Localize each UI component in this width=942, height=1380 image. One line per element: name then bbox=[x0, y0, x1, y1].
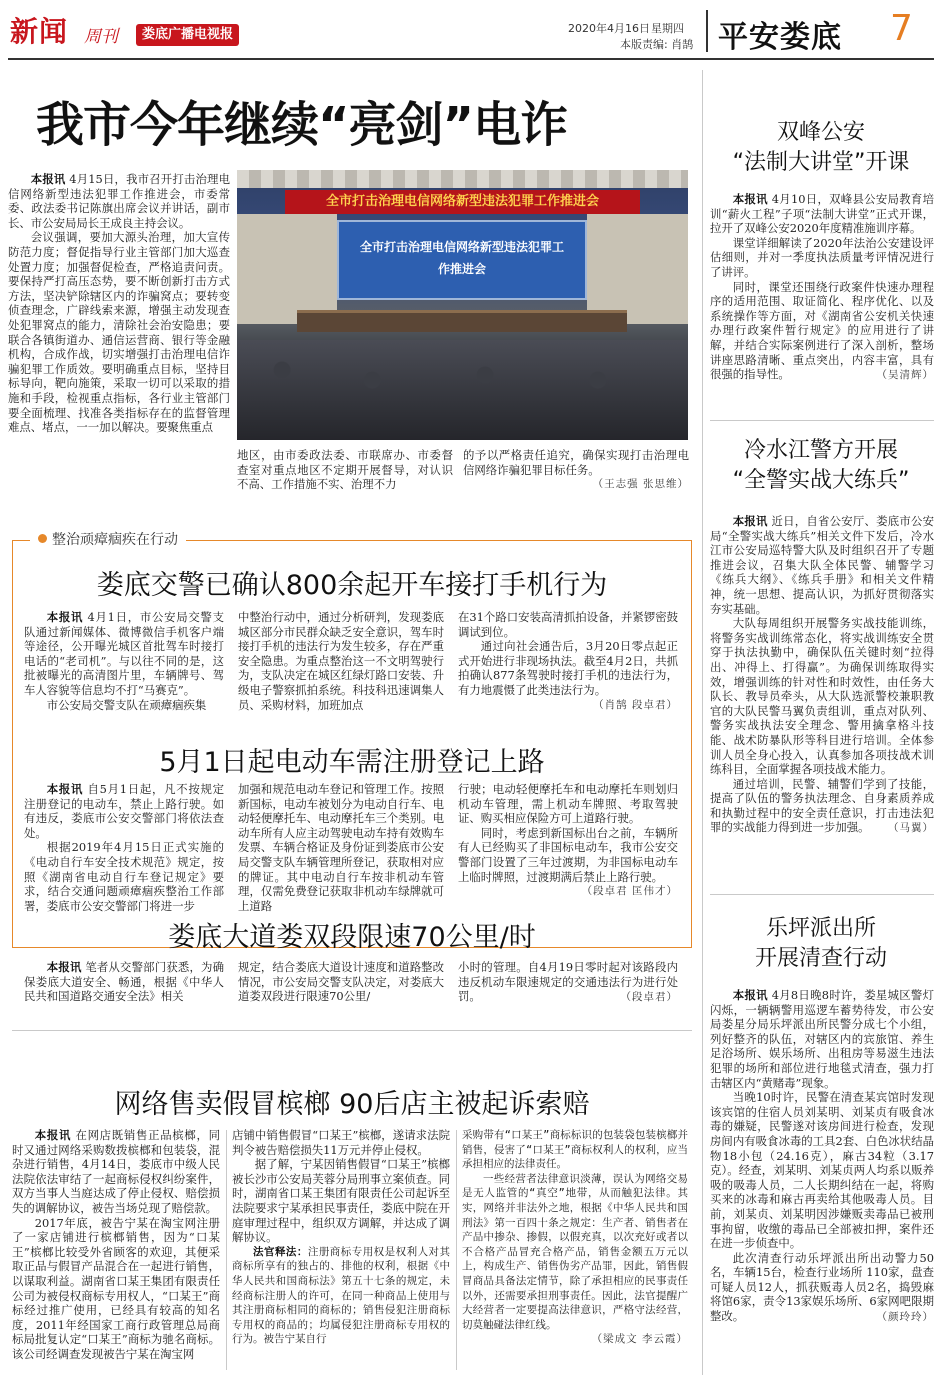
masthead-date: 2020年4月16日 bbox=[568, 22, 650, 35]
side-rule-1 bbox=[710, 420, 934, 421]
art4-law-label: 法官释法： bbox=[253, 1245, 308, 1258]
art4-law-para bbox=[232, 1245, 450, 1347]
photo-audience bbox=[237, 340, 688, 440]
side2-para-1: 本报讯 近日，自省公安厅、娄底市公安局“全警实战大练兵”相关文件下发后，冷水江市公安局巡特警大队及时组织召开了专题推进会议，召集大队全体民警、辅警学习《练兵大纲》、《练兵手册》和相关文件精神，统一思想、提高认识，为抓好贯彻落实夯实基础。 bbox=[710, 514, 934, 616]
masthead bbox=[0, 0, 942, 64]
side1-para-1: 本报讯 4月10日，双峰县公安局教育培训“薪火工程”子项“法制大讲堂”正式开课，拉开了双峰公安2020年度精准施训序幕。 bbox=[710, 192, 934, 236]
photo-screen-text: 全市打击治理电信网络新型违法犯罪工作推进会 bbox=[359, 240, 564, 276]
side2-headline-1: 冷水江警方开展 bbox=[743, 438, 898, 463]
feature-label bbox=[30, 530, 186, 550]
side1-byline: （吴清辉） bbox=[876, 368, 934, 381]
photo-wall-right bbox=[587, 214, 688, 324]
photo-banner: 全市打击治理电信网络新型违法犯罪工作推进会 bbox=[285, 190, 640, 214]
masthead-weekday: 星期四 bbox=[651, 22, 684, 35]
side2-para-3: 通过培训，民警、辅警们学到了技能，提高了队伍的警务执法理念、自身素质养成和执勤过程中的安全责任意识，打击违法犯罪的实战能力得到进一步加强。 bbox=[710, 776, 934, 835]
divider-art4-1 bbox=[226, 1130, 227, 1370]
art1-para-3: 在31个路口安装高清抓拍设备，并紧锣密鼓调试到位。 bbox=[458, 610, 678, 639]
divider-art4-2 bbox=[456, 1130, 457, 1370]
side1-para-2: 课堂详细解读了2020年法治公安建设评估细则，并对一季度执法质量考评情况进行了讲评。 bbox=[710, 235, 934, 279]
lead-para-1: 本报讯 4月15日，我市召开打击治理电信网络新型违法犯罪工作推进会，市委常委、政法委书记陈旗出席会议并讲话，副市长、市公安局局长王成良主持会议。 bbox=[8, 172, 230, 230]
lead-col3-text: 的予以严格责任追究，确保实现打击治理电信网络诈骗犯罪目标任务。 bbox=[463, 448, 689, 477]
photo-stage-table bbox=[297, 310, 627, 332]
art2-col2-text: 加强和规范电动车登记和管理工作。按照新国标，电动车被划分为电动自行车、电动轻便摩托车、电动摩托车三个类别。电动车所有人应主动驾驶电动车持有效购车发票、车辆合格证及身份证到娄底市公安局交警支队车辆管理所登记，获取相对应的牌证。其中电动自行车按非机动车管理，仅需免费登记获取非机动车绿牌就可上道路 bbox=[238, 782, 444, 913]
page-number: 7 bbox=[890, 8, 913, 49]
art4-col2 bbox=[232, 1128, 450, 1374]
dateline-label: 本报讯 bbox=[30, 172, 66, 186]
art2-para-2: 根据2019年4月15日正式实施的《电动自行车安全技术规范》规定，按照《湖南省电动自行车登记规定》要求，结合交通问题顽瘴痼疾整治工作部署，娄底市公安交警部门将进一步 bbox=[24, 840, 224, 913]
side3-headline bbox=[708, 914, 934, 974]
art4-para-1: 本报讯 在网店既销售正品槟榔，同时又通过网络采购数拨槟榔和包装袋，混杂进行销售，4月14日，娄底市中级人民法院依法审结了一起商标侵权纠纷案件，双方当事人当庭达成了停止侵权、赔偿损失的调解协议，被告当场兑现了赔偿款。 bbox=[12, 1128, 220, 1215]
art4-top-rule bbox=[12, 1030, 692, 1031]
side3-byline: （颜玲玲） bbox=[876, 1310, 934, 1323]
side1-headline bbox=[708, 118, 934, 178]
art2-para-1: 本报讯 自5月1日起，凡不按规定注册登记的电动车，禁止上路行驶。如有违反，娄底市公安交警部门将依法查处。 bbox=[24, 782, 224, 840]
art4-col1 bbox=[12, 1128, 220, 1374]
side2-para-2: 大队每周组织开展警务实战技能训练，将警务实战训练常态化，将实战训练安全贯穿于执法执勤中，确保队伍关键时刻“拉得出、冲得上、打得赢”。为确保训练取得实效，增强训练的针对性和时效性，由任务大队长、教导员牵头，从大队选派警校兼职教官的大队民警马翼负责组训，重点对队列、警务实战执法安全理念、警用擒拿格斗技能、战术防暴队形等科目进行培训。全体参训人员全身心投入，认真参加各项技战术训练科目，全面掌握各项技战术能力。 bbox=[710, 616, 934, 777]
photo-screen bbox=[337, 220, 587, 300]
masthead-divider bbox=[706, 10, 708, 52]
art4-byline: （梁成文 李云霞） bbox=[591, 1333, 688, 1346]
art2-col1 bbox=[24, 782, 224, 924]
side-rule-2 bbox=[710, 894, 934, 895]
art2-para-3: 行驶；电动轻便摩托车和电动摩托车则划归机动车管理，需上机动车牌照、考取驾驶证、购买相应保险方可上道路行驶。 bbox=[458, 782, 678, 826]
lead-col3 bbox=[463, 448, 689, 500]
side1-headline-1: 双峰公安 bbox=[776, 120, 865, 145]
photo-ceiling bbox=[237, 170, 688, 188]
masthead-logo-sub: 周刊 bbox=[84, 27, 118, 47]
art1-col2-text: 中整治行动中，通过分析研判，发现娄底城区部分市民群众缺乏安全意识，驾车时接打手机的违法行为发生较多，存在严重安全隐患。为重点整治这一不文明驾驶行为，支队决定在城区红绿灯路口安装、升级电子警察抓拍系统。科技科迅速调集人员、采购材料，加班加点 bbox=[238, 610, 444, 712]
art2-col3 bbox=[458, 782, 678, 924]
art1-para-2: 市公安局交警支队在顽瘴痼疾集 bbox=[46, 697, 207, 712]
dateline-label: 本报讯 bbox=[732, 192, 768, 206]
lead-headline: 我市今年继续“亮剑”电诈 bbox=[36, 97, 568, 153]
art4-law-text: 注册商标专用权是权利人对其商标所享有的独占的、排他的权利，根据《中华人民共和国商标法》第五十七条的规定，未经商标注册人的许可，在同一种商品上使用与其注册商标相同的商标的；销售侵犯注册商标专用权的商品的；均属侵犯注册商标专用权的行为。被告宁某自行 bbox=[232, 1245, 450, 1346]
side3-headline-2: 开展清查行动 bbox=[754, 946, 887, 971]
photo-wall-left bbox=[237, 214, 337, 324]
side1-headline-2: “法制大讲堂”开课 bbox=[732, 150, 910, 175]
dateline-label: 本报讯 bbox=[46, 960, 82, 974]
lead-col2-text: 地区，由市委政法委、市联席办、市委督查室对重点地区不定期开展督导，对认识不高、工作措施不实、治理不力 bbox=[237, 448, 453, 492]
art2-byline: （段卓君 匡伟才） bbox=[581, 885, 678, 898]
dateline-label: 本报讯 bbox=[732, 988, 768, 1002]
art1-headline: 娄底交警已确认800余起开车接打手机行为 bbox=[96, 570, 608, 601]
art1-para-1: 本报讯 4月1日，市公安局交警支队通过新闻媒体、微博微信手机客户端等途径，公开曝光城区首批驾车时接打电话的“老司机”。与以往不同的是，这批被曝光的高清图片里，车辆牌号、驾车人容貌等信息均不打“马赛克”。 bbox=[24, 610, 224, 697]
art4-para-6: 一些经营者法律意识淡薄，误认为网络交易是无人监管的“真空”地带，从而触犯法律。其实，网络并非法外之地，根据《中华人民共和国刑法》第一百四十条之规定：生产者、销售者在产品中掺杂、掺假，以假充真，以次充好或者以不合格产品冒充合格产品，销售金额五万元以上，构成生产、销售伪劣产品罪，因此，销售假冒商品具备法定情节，除了承担相应的民事责任以外，还需要承担刑事责任。因此，法官提醒广大经营者一定要提高法律意识，严格守法经营，切莫触碰法律红线。 bbox=[462, 1172, 688, 1331]
art1-col1 bbox=[24, 610, 224, 744]
masthead-channel-badge: 娄底广播电视报 bbox=[136, 24, 239, 46]
art3-col3 bbox=[458, 960, 678, 1008]
feature-dot-icon bbox=[38, 534, 47, 543]
art3-byline: （段卓君） bbox=[620, 990, 678, 1003]
side2-body bbox=[710, 514, 934, 884]
side2-headline bbox=[708, 436, 934, 496]
art4-para-3: 店铺中销售假冒“口某王”槟榔，遂请求法院判令被告赔偿损失11万元并停止侵权。 bbox=[232, 1128, 450, 1157]
masthead-logo: 新闻 bbox=[10, 15, 69, 48]
lead-byline: （王志强 张思维） bbox=[592, 478, 689, 491]
art3-headline: 娄底大道娄双段限速70公里/时 bbox=[168, 922, 536, 953]
masthead-rule bbox=[8, 58, 934, 60]
lead-photo bbox=[237, 170, 688, 440]
dateline-label: 本报讯 bbox=[46, 610, 84, 624]
art2-col2 bbox=[238, 782, 444, 924]
side2-headline-2: “全警实战大练兵” bbox=[732, 468, 910, 493]
art1-byline: （肖鹄 段卓君） bbox=[593, 698, 678, 711]
art2-para-4: 同时，考虑到新国标出台之前，车辆所有人已经购买了非国标电动车，我市公安交警部门设置了三年过渡期，为非国标电动车上临时牌照，过渡期满后禁止上路行驶。 bbox=[458, 825, 678, 884]
art4-para-2: 2017年底，被告宁某在淘宝网注册了一家店铺进行槟榔销售，因为“口某王”槟榔比较受外省顾客的欢迎，其便采取正品与假冒产品混合在一起进行销售，以谋取利益。湖南省口某王集团有限责任公司为被侵权商标专用权人，“口某王”商标经过推广使用，已经具有较高的知名度，2011年经国家工商行政管理总局商标局批复认定“口某王”商标为驰名商标。该公司经调查发现被告宁某在淘宝网 bbox=[12, 1215, 220, 1361]
dateline-label: 本报讯 bbox=[732, 514, 768, 528]
side3-body bbox=[710, 988, 934, 1374]
art2-headline: 5月1日起电动车需注册登记上路 bbox=[159, 747, 545, 778]
art4-para-5: 采购带有“口某王”商标标识的包装袋包装槟榔并销售，侵害了“口某王”商标权利人的权利，应当承担相应的法律责任。 bbox=[462, 1129, 688, 1171]
art3-col1-text: 本报讯 笔者从交警部门获悉，为确保娄底大道安全、畅通，根据《中华人民共和国道路交通安全法》相关 bbox=[24, 960, 224, 1004]
lead-col2 bbox=[237, 448, 453, 500]
art4-para-4: 据了解，宁某因销售假冒“口某王”槟榔被长沙市公安局芙蓉分局刑事立案侦查。同时，湖南省口某王集团有限责任公司起诉至法院要求宁某承担民事责任，娄底中院在开庭审理过程中，组织双方调解，并达成了调解协议。 bbox=[232, 1157, 450, 1245]
divider-sidebar bbox=[702, 70, 703, 1375]
side1-para-3: 同时，课堂还围绕行政案件快速办理程序的适用范围、取证简化、程序优化、以及系统操作等方面，对《湖南省公安机关快速办理行政案件暂行规定》的应用进行了讲解，并结合实际案例进行了深入剖析，整场讲座思路清晰、重点突出，内容丰富，具有很强的指导性。 bbox=[710, 279, 934, 382]
art1-col3 bbox=[458, 610, 678, 744]
side1-body bbox=[710, 192, 934, 410]
art4-col3 bbox=[462, 1128, 688, 1374]
lead-col1 bbox=[8, 172, 230, 500]
masthead-editor: 本版责编: 肖鹄 bbox=[620, 38, 694, 51]
side3-para-1: 本报讯 4月8日晚8时许，娄星城区警灯闪烁，一辆辆警用巡逻车蓄势待发，市公安局娄星分局乐坪派出所民警分成七个小组，列好整齐的队伍，对辖区内的宾旅馆、养生足浴场所、娱乐场所、出租房等易滋生违法犯罪的场所和部位进行地毯式清查，强力打击辖区内“黄赌毒”现象。 bbox=[710, 988, 934, 1090]
section-title: 平安娄底 bbox=[718, 20, 842, 55]
art3-col1 bbox=[24, 960, 224, 1008]
side2-byline: （马翼） bbox=[888, 822, 934, 835]
art4-headline: 网络售卖假冒槟榔 90后店主被起诉索赔 bbox=[114, 1089, 590, 1120]
art1-col2 bbox=[238, 610, 444, 744]
lead-para-2: 会议强调，要加大源头治理，加大宣传防范力度；督促指导行业主管部门加大巡查处置力度；加强督促检查，严格追责问责。要保持严打高压态势，要不断创新打击方式方法，坚决铲除辖区内的诈骗窝点；要转变侦查理念，广辟线索来源，增强主动发现查处犯罪窝点的能力，清除社会治安隐患；要联合各镇街道办、通信运营商、银行等金融机构，合成作战，切实增强打击治理电信诈骗犯罪工作质效。要明确重点目标，坚持目标导向，靶向施策，采取一切可以采取的措施和手段，检视重点指标，各行业主管部门要全面梳理、找准各类指标存在的监督管理难点、堵点，一一加以解决。要聚焦重点 bbox=[8, 230, 230, 435]
feature-label-text: 整治顽瘴痼疾在行动 bbox=[52, 532, 178, 548]
side3-headline-1: 乐坪派出所 bbox=[765, 916, 876, 941]
art1-para-4: 通过向社会通告后，3月20日零点起正式开始进行非现场执法。截至4月2日，共抓拍确认877条驾驶时接打手机的违法行为，有力地震慑了此类违法行为。 bbox=[458, 639, 678, 697]
art3-col3-text: 小时的管理。自4月19日零时起对该路段内违反机动车限速规定的交通违法行为进行处罚。 bbox=[458, 960, 678, 1004]
dateline-label: 本报讯 bbox=[34, 1128, 72, 1142]
art3-col2-text: 规定，结合娄底大道设计速度和道路整改情况，市公安局交警支队决定，对娄底大道娄双段进行限速70公里/ bbox=[238, 960, 444, 1004]
side3-para-2: 当晚10时许，民警在清查某宾馆时发现该宾馆的住宿人员刘某明、刘某贞有吸食冰毒的嫌疑，民警遂对该房间进行检查，发现房间内有吸食冰毒的工具2套、白色冰状结晶物18小包（24.16克），麻古34粒（3.17克）。经查，刘某明、刘某贞两人均系以贩养吸的吸毒人员，二人长期纠结在一起，将购买来的冰毒和麻古再卖给其他吸毒人员。目前，刘某贞、刘某明因涉嫌贩卖毒品已被刑事拘留，收缴的毒品已全部被扣押，案件还在进一步侦查中。 bbox=[710, 1090, 934, 1251]
side3-para-3: 此次清查行动乐坪派出所出动警力50名，车辆15台，检查行业场所 110家，盘查可疑人员12人，抓获贩毒人员2名，捣毁麻将馆6家，责令13家娱乐场所、6家网吧限期整改。 bbox=[710, 1250, 934, 1324]
dateline-label: 本报讯 bbox=[46, 782, 84, 796]
art3-col2 bbox=[238, 960, 444, 1008]
